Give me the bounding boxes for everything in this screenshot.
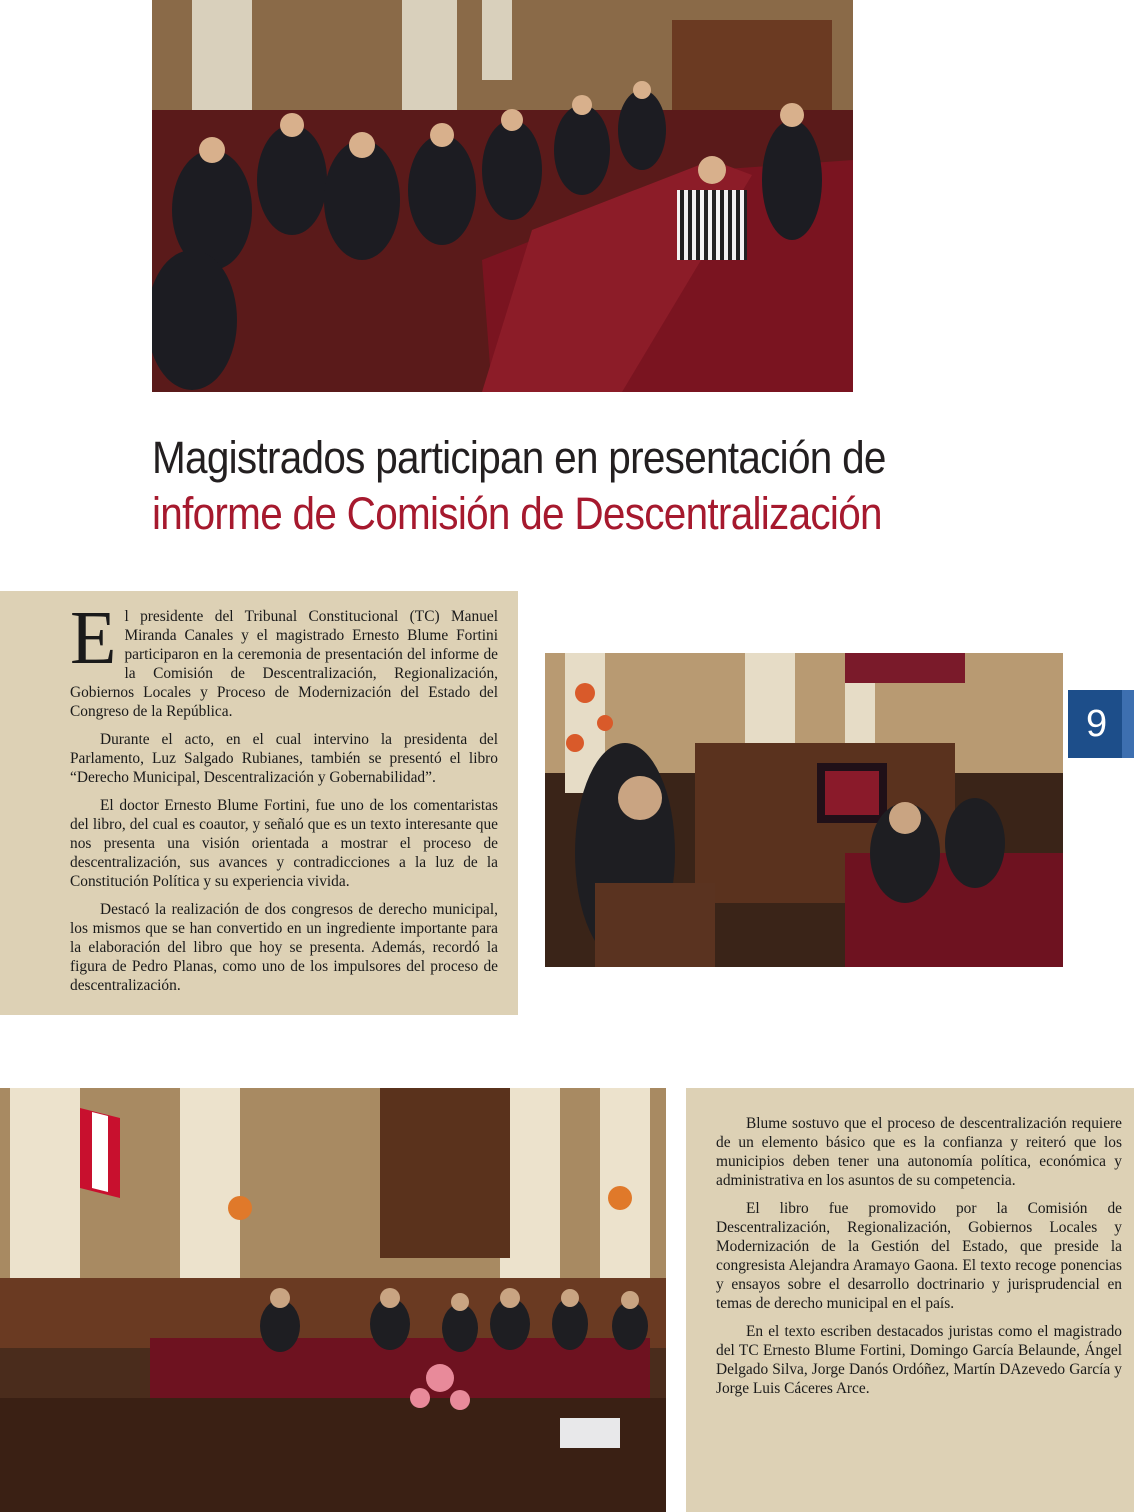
article-paragraph: El libro fue promovido por la Comisión de Descentralización, Regionalización, Gobiernos Locales y Modernización de la Gestión del Estado, que preside la congresista Alejandra Aramayo Gaona. El texto recoge ponencias y ensayos sobre el desarrollo doctrinario y jurisprudencial en temas de derecho municipal en el país. (716, 1200, 1122, 1312)
article-text-right (686, 1088, 1134, 1512)
article-paragraph: Blume sostuvo que el proceso de descentralización requiere de un elemento básico que es la confianza y reiteró que los municipios deben tener una autonomía política, económica y administrativa en los asuntos de su competencia. (716, 1115, 1122, 1189)
article-paragraph: El doctor Ernesto Blume Fortini, fue uno de los comentaristas del libro, del cual es coautor, y señaló que es un texto interesante que nos presenta una visión orientada a mostrar el proceso de descentralización, sus avances y contradicciones a la luz de la Constitución Política y su experiencia vivida. (70, 797, 498, 890)
article-paragraph: El presidente del Tribunal Constitucional (TC) Manuel Miranda Canales y el magistrado Ernesto Blume Fortini participaron en la ceremonia de presentación del informe de la Comisión de Descentralización, Regionalización, Gobiernos Locales y Proceso de Modernización del Estado del Congreso de la República. (70, 596, 498, 720)
photo-audience-hall (152, 0, 853, 392)
headline-line-2: informe de Comisión de Descentralización (152, 488, 882, 539)
article-paragraph: Destacó la realización de dos congresos de derecho municipal, los mismos que se han convertido en un ingrediente importante para la elaboración del libro que hoy se presenta. Además, recordó la figura de Pedro Planas, como uno de los impulsores del proceso de descentralización. (70, 901, 498, 994)
page-number-tab (1068, 690, 1134, 758)
article-paragraph: En el texto escriben destacados juristas como el magistrado del TC Ernesto Blume Fortini, Domingo García Belaunde, Ángel Delgado Silva, Jorge Danós Ordóñez, Martín DAzevedo García y Jorge Luis Cáceres Arce. (716, 1323, 1122, 1397)
photo-speaker-lectern (545, 653, 1063, 967)
article-text-left (0, 591, 518, 1015)
drop-cap: E (70, 596, 117, 680)
photo-panel-table (0, 1088, 666, 1512)
article-headline (152, 430, 989, 542)
page-tab-stripe (1122, 690, 1134, 758)
headline-line-1: Magistrados participan en presentación de (152, 432, 886, 483)
page-number: 9 (1086, 702, 1108, 745)
article-paragraph: Durante el acto, en el cual intervino la presidenta del Parlamento, Luz Salgado Rubianes, también se presentó el libro “Derecho Municipal, Descentralización y Gobernabilidad”. (70, 731, 498, 786)
